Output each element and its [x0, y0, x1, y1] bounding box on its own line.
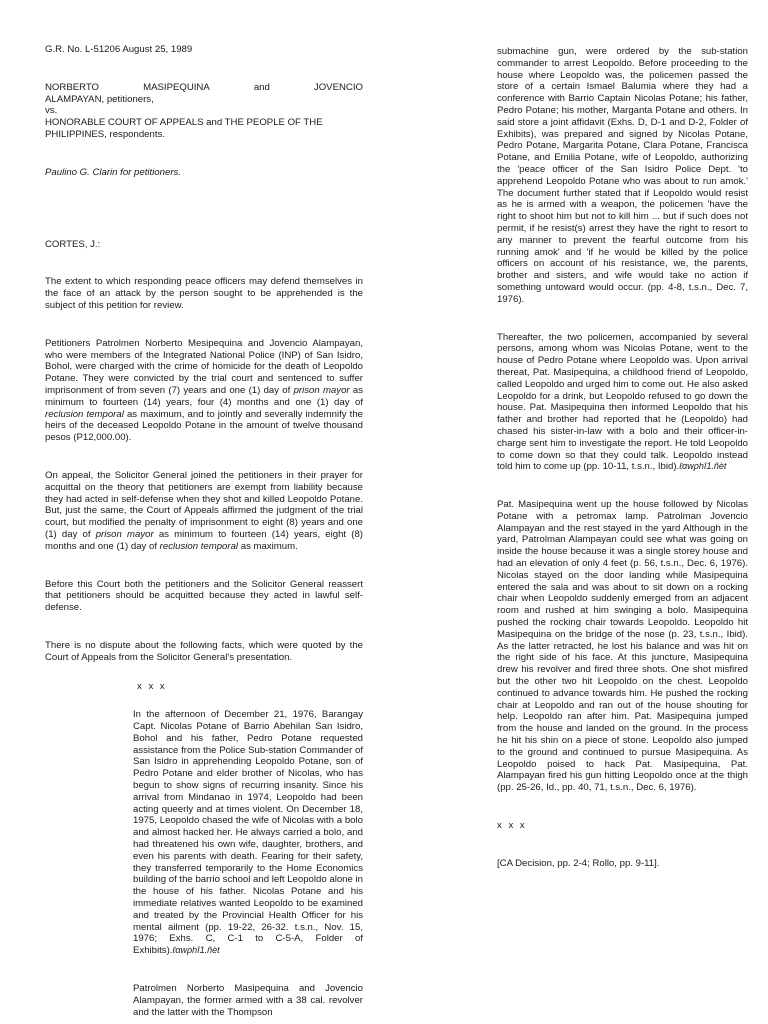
ellipsis-marker: x x x — [137, 680, 167, 692]
paragraph-4: Before this Court both the petitioners and the Solicitor General reassert that petitioners should be acquitted because they acted in lawful self-defense. — [45, 578, 363, 614]
paragraph-1: The extent to which responding peace officers may defend themselves in the face of an attack by the person sought to be apprehended is the subject of this petition for review. — [45, 276, 363, 311]
watermark-text: ℓαwρhî1.ñèt — [679, 461, 727, 472]
ponente: CORTES, J.: — [45, 238, 101, 250]
citation: [CA Decision, pp. 2-4; Rollo, pp. 9-11]. — [497, 857, 660, 869]
respondents-line: HONORABLE COURT OF APPEALS and THE PEOPLE OF THE — [45, 117, 323, 129]
counsel: Paulino G. Clarin for petitioners. — [45, 166, 181, 178]
paragraph-5: There is no dispute about the following facts, which were quoted by the Court of Appeals from the Solicitor General's presentation. — [45, 639, 363, 663]
petitioners-line: NORBERTO MASIPEQUINA and JOVENCIO — [45, 81, 363, 93]
quote-paragraph-1: In the afternoon of December 21, 1976, Barangay Capt. Nicolas Potane of Barrio Abehilan San Isidro, Bohol and his father, Pedro Potane requested assistance from the Police Sub-station Commander of San Isidro in apprehending Leopoldo Potane, son of Pedro Potane and elder brother of Nicolas, who has begun to show signs of recurring insanity. Since his arrival from Mindanao in 1974, Leopoldo had been acting queerly and at times violent. On December 18, 1975, Leopoldo chased the wife of Nicolas with a bolo and almost hacked her. He always carried a bolo, and had threatened his own wife, daughter, brothers, and even his parents with death. Fearing for their safety, they transferred temporarily to the Home Economics building of the barrio school and left Leopoldo alone in the house of his father. Nicolas Potane and his immediate relatives wanted Leopoldo to be examined and treated by the Provincial Health Officer for his mental ailment (pp. 19-22, 26-32. t.s.n., Nov. 15, 1976; Exhs. C, C-1 to C-5-A, Folder of Exhibits).ℓαwρhî1.ñèt — [133, 709, 363, 957]
quote-paragraph-4: Pat. Masipequina went up the house followed by Nicolas Potane with a petromax lamp. Patrolman Jovencio Alampayan and the rest stayed in the yard Although in the yard, Patrolman Alampayan could see what was going on inside the house because it was a single storey house and had an elevation of only 4 feet (p. 56, t.s.n., Dec. 6, 1976). Nicolas stayed on the door landing while Masipequina entered the sala and was about to sit down on a rocking chair when Leopoldo suddenly emerged from an adjacent room and rushed at him swinging a bolo. Masipequina pushed the rocking chair towards Leopoldo. Leopoldo hit Masipequina on the bridge of the nose (p. 23, t.s.n., Ibid). As the latter retracted, he lost his balance and was hit on the right side of his face. At this juncture, Masipequina drew his revolver and fired three shots. One shot misfired but the other two hit Leopoldo on the chest. Leopoldo continued to advance towards him. He pushed the rocking chair at Leopoldo and ran out of the house shouting for help. Leopoldo ran after him. Pat. Masipequina jumped from the house and landed on the ground. In the process he hit his shin on a piece of stone. Leopoldo also jumped to the ground and continued to pursue Masipequina. As Leopoldo poised to hack Pat. Masipequina, Pat. Alampayan fired his gun hitting Leopoldo once at the thigh (pp. 25-26, Id., pp. 40, 71, t.s.n., Dec. 6, 1976). — [497, 499, 748, 794]
quote-paragraph-2: Patrolmen Norberto Masipequina and Jovencio Alampayan, the former armed with a 38 cal. revolver and the latter with the Thompson — [133, 983, 363, 1018]
ellipsis-marker-right: x x x — [497, 820, 527, 832]
block-quote — [45, 709, 363, 1018]
respondents-line-2: PHILIPPINES, respondents. — [45, 128, 165, 140]
petitioners-line-2: ALAMPAYAN, petitioners, — [45, 93, 154, 105]
quote-continuation: submachine gun, were ordered by the sub-station commander to arrest Leopoldo. Before proceeding to the house where Leopoldo was, the policemen passed the store of a certain Ismael Balumia where they had a conference with Barrio Captain Nicolas Potane; his father, Pedro Potane; his mother, Marganta Potane and others. In said store a joint affidavit (Exhs. D, D-1 and D-2, Folder of Exhibits), was prepared and signed by Nicolas Potane, Pedro Potane, Margarita Potane, Clara Potane, Francisca Potane, and Emilia Potane, wife of Leopoldo, authorizing the 'peace officer of the San Isidro Police Dept. 'to apprehend Leopoldo Potane who was about to run amok.' The document further stated that if Leopoldo would resist as he is armed with a weapon, the policemen 'have the right to shoot him but not to kill him ... but if such does not permit, if he resist(s) arrest they have the right to resort to any manner to prevent the fearful outcome from his running amok' and 'if he would be killed by the police officers on account of his resistance, we, the parents, brother and sisters, and wife would take no action if something untoward would occur. (pp. 4-8, t.s.n., Dec. 7, 1976). — [497, 46, 748, 305]
paragraph-2: Petitioners Patrolmen Norberto Mesipequina and Jovencio Alampayan, who were members of the Integrated National Police (INP) of San Isidro, Bohol, were charged with the crime of homicide for the death of Leopoldo Potane. They were convicted by the trial court and sentenced to suffer imprisonment of from seven (7) years and one (1) day of prison mayor as minimum to fourteen (14) years, four (4) months and one (1) day of reclusion temporal as maximum, and to jointly and severally indemnify the heirs of the deceased Leopoldo Potane in the amount of twelve thousand pesos (P12,000.00). — [45, 337, 364, 444]
paragraph-3: On appeal, the Solicitor General joined the petitioners in their prayer for acquittal on the theory that petitioners are exempt from liability because they had acted in self-defense when they shot and killed Leopoldo Potane. But, just the same, the Court of Appeals affirmed the judgment of the trial court, but modified the penalty of imprisonment to eight (8) years and one (1) day of prison mayor as minimum to fourteen (14) years, eight (8) months and one (1) day of reclusion temporal as maximum. — [45, 469, 363, 552]
case-number: G.R. No. L-51206 August 25, 1989 — [45, 44, 193, 55]
watermark-text: ℓαwρhî1.ñèt — [172, 945, 220, 956]
left-column — [45, 44, 363, 1018]
quote-paragraph-3: Thereafter, the two policemen, accompanied by several persons, among whom was Nicolas Potane, went to the house of Pedro Potane where Leopoldo was. Upon arrival thereat, Pat. Masipequina, a childhood friend of Leopoldo, called Leopoldo and urged him to come out. He also asked Leopoldo for a drink, but Leopoldo refused to go down the house. Pat. Masipequina then informed Leopoldo that his father and brother had reported that he (Leopoldo) had chased his sister-in-law with a bolo and their officer-in-charge sent him to investigate the report. He told Leopoldo to come down so that they could talk. Leopoldo instead told him to come up (pp. 10-11, t.s.n., Ibid).ℓαwρhî1.ñèt — [497, 331, 748, 473]
versus: vs. — [45, 105, 58, 117]
right-column — [497, 46, 748, 870]
